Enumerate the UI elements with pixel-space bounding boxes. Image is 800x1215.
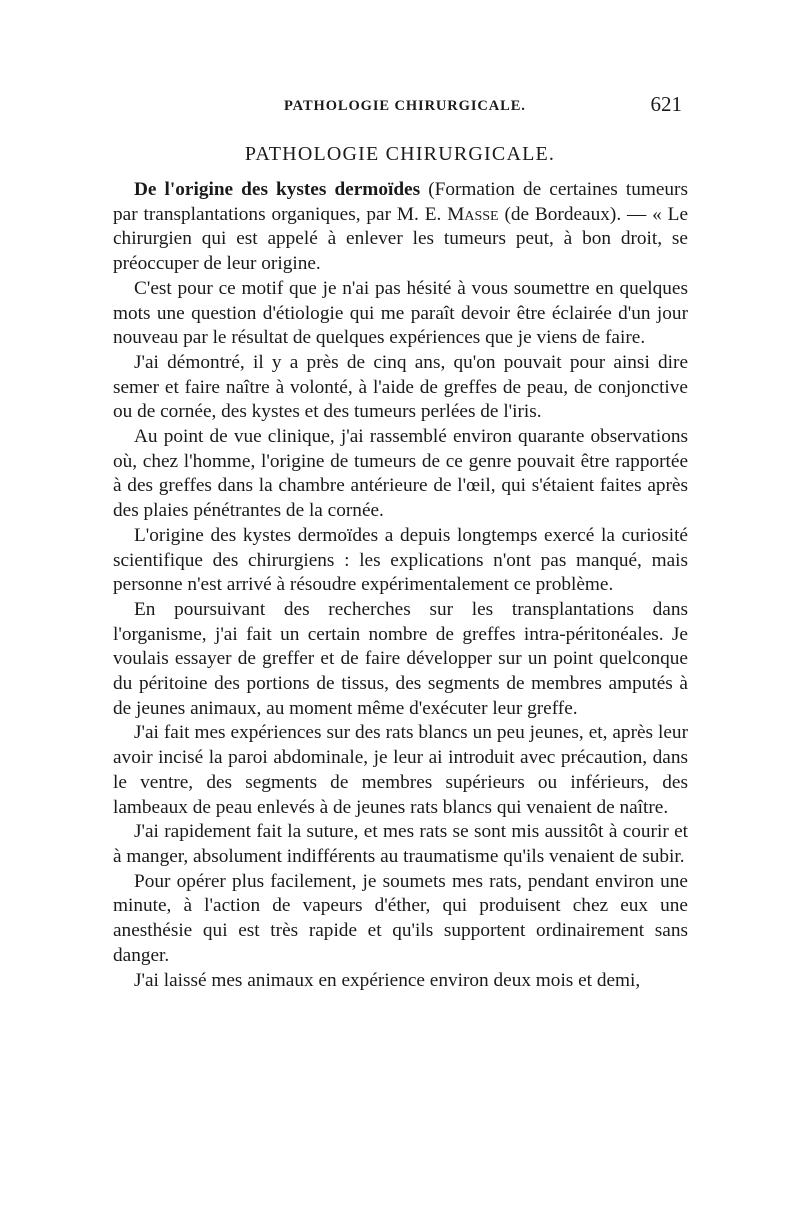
body-paragraph: J'ai rapidement fait la suture, et mes rats se sont mis aussitôt à courir et à manger, absolument indifférents au traumatisme qu'ils venaient de subir.: [113, 821, 688, 867]
article-intro-text: (Formation de certaines tumeurs par transplantations organiques, par M. E.: [113, 179, 688, 225]
body-paragraph: Pour opérer plus facilement, je soumets mes rats, pendant environ une minute, à l'action de vapeurs d'éther, qui produisent chez eux une anesthésie qui est très rapide et qu'ils supportent ordinairement sans danger.: [113, 870, 688, 966]
body-paragraph: J'ai démontré, il y a près de cinq ans, qu'on pouvait pour ainsi dire semer et faire naître à volonté, à l'aide de greffes de peau, de conjonctive ou de cornée, des kystes et des tumeurs perlées de l'iris.: [113, 351, 688, 423]
body-paragraph: Au point de vue clinique, j'ai rassemblé environ quarante observations où, chez l'homme, l'origine de tumeurs de ce genre pouvait être rapportée à des greffes dans la chambre antérieure de l'œil, qui s'étaient faites après des plaies pénétrantes de la cornée.: [113, 426, 688, 522]
body-paragraph: En poursuivant des recherches sur les transplantations dans l'organisme, j'ai fait un certain nombre de greffes intra-péritonéales. Je voulais essayer de greffer et de faire développer sur un point quelconque du péritoine des portions de tissus, des segments de membres amputés à de jeunes animaux, au moment même d'exécuter leur greffe.: [113, 598, 688, 719]
article-intro-continued: (de Bordeaux). — « Le chirurgien qui est appelé à enlever les tumeurs peut, à bon droit, se préoccuper de leur origine.: [113, 203, 688, 275]
article-body: [113, 178, 688, 993]
body-paragraph: J'ai fait mes expériences sur des rats blancs un peu jeunes, et, après leur avoir incisé la paroi abdominale, je leur ai introduit avec précaution, dans le ventre, des segments de membres supérieurs ou inférieurs, des lambeaux de peau enlevés à de jeunes rats blancs qui venaient de naître.: [113, 722, 688, 818]
running-head: PATHOLOGIE CHIRURGICALE.: [284, 98, 526, 114]
section-title: PATHOLOGIE CHIRURGICALE.: [244, 143, 556, 165]
author-surname: Masse: [447, 203, 499, 225]
page-number: 621: [650, 92, 682, 116]
article-intro-paragraph: [113, 178, 688, 277]
body-paragraph: L'origine des kystes dermoïdes a depuis longtemps exercé la curiosité scientifique des chirurgiens : les explications n'ont pas manqué, mais personne n'est arrivé à résoudre expérimentalement ce problème.: [113, 524, 688, 596]
body-paragraph: C'est pour ce motif que je n'ai pas hésité à vous soumettre en quelques mots une question d'étiologie qui me paraît devoir être éclairée d'un jour nouveau par le résultat de quelques expériences que je viens de faire.: [113, 277, 688, 349]
body-paragraph: J'ai laissé mes animaux en expérience environ deux mois et demi,: [134, 969, 641, 991]
article-title: De l'origine des kystes dermoïdes: [134, 179, 421, 200]
